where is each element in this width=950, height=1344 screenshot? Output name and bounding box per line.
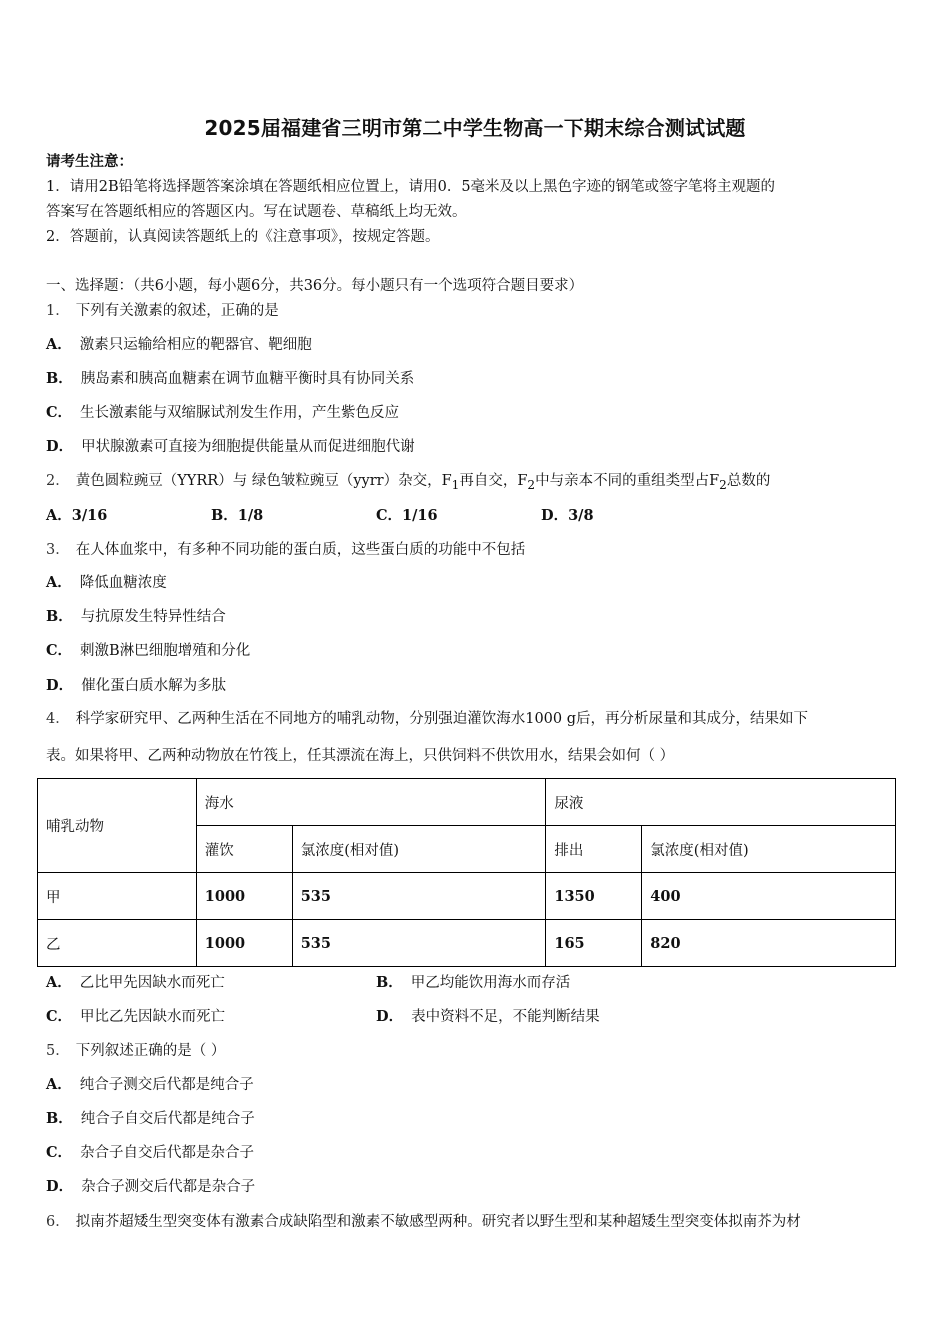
q5-option-b: B． 纯合子自交后代都是纯合子 [46,1110,255,1127]
question-number: 3． [46,542,70,558]
question-5: 5． 下列叙述正确的是（ ） [46,1043,226,1059]
q3-option-b: B． 与抗原发生特异性结合 [46,608,226,625]
q4-option-d: D． 表中资料不足，不能判断结果 [376,1008,600,1025]
q1-option-d: D． 甲状腺激素可直接为细胞提供能量从而促进细胞代谢 [46,438,415,455]
notice-heading: 请考生注意： [46,153,133,170]
table-row: 乙 1000 535 165 820 [38,920,896,967]
q5-option-d: D． 杂合子测交后代都是杂合子 [46,1178,256,1195]
q2-option-d: D．3/8 [541,507,594,524]
header-drink: 灌饮 [196,826,292,873]
question-4-line2: 表。如果将甲、乙两种动物放在竹筏上，任其漂流在海上，只供饲料不供饮用水，结果会如何（ ） [46,748,675,764]
notice-item1-line2: 答案写在答题纸相应的答题区内。写在试题卷、草稿纸上均无效。 [46,204,467,220]
q5-option-a: A． 纯合子测交后代都是纯合子 [46,1076,254,1093]
header-seawater: 海水 [196,779,546,826]
q1-option-b: B． 胰岛素和胰高血糖素在调节血糖平衡时具有协同关系 [46,370,415,387]
section-heading: 一、选择题：（共6小题，每小题6分，共36分。每小题只有一个选项符合题目要求） [46,278,584,294]
q2-option-c: C．1/16 [376,507,438,524]
q3-option-a: A． 降低血糖浓度 [46,574,167,591]
header-animal: 哺乳动物 [38,779,197,873]
question-number: 2． [46,473,70,489]
question-number: 5． [46,1043,70,1059]
q2-option-a: A．3/16 [46,507,108,524]
notice-item1-line1: 1．请用2B铅笔将选择题答案涂填在答题纸相应位置上，请用0．5毫米及以上黑色字迹的钢笔或签字笔将主观题的 [46,179,776,195]
q1-option-a: A． 激素只运输给相应的靶器官、靶细胞 [46,336,312,353]
question-3: 3． 在人体血浆中，有多种不同功能的蛋白质，这些蛋白质的功能中不包括 [46,542,526,558]
header-chloride-2: 氯浓度(相对值) [642,826,896,873]
q5-option-c: C． 杂合子自交后代都是杂合子 [46,1144,255,1161]
notice-item2: 2．答题前，认真阅读答题纸上的《注意事项》，按规定答题。 [46,229,440,245]
question-number: 4． [46,711,70,727]
question-4: 4． 科学家研究甲、乙两种生活在不同地方的哺乳动物，分别强迫灌饮海水1000 g后，再分析尿量和其成分，结果如下 [46,711,809,727]
q1-option-c: C． 生长激素能与双缩脲试剂发生作用，产生紫色反应 [46,404,400,421]
question-number: 1． [46,303,70,319]
q4-option-c: C． 甲比乙先因缺水而死亡 [46,1008,226,1025]
question-stem: 下列有关激素的叙述，正确的是 [75,303,279,319]
q2-option-b: B．1/8 [211,507,264,524]
table-header-row [38,779,896,826]
question-number: 6． [46,1214,70,1230]
page-title: 2025届福建省三明市第二中学生物高一下期末综合测试试题 [204,116,746,140]
table-row: 甲 1000 535 1350 400 [38,873,896,920]
question-6: 6． 拟南芥超矮生型突变体有激素合成缺陷型和激素不敏感型两种。研究者以野生型和某种超矮生型突变体拟南芥为材 [46,1214,801,1230]
question-1 [46,301,279,321]
question-2: 2． 黄色圆粒豌豆（YYRR）与 绿色皱粒豌豆（yyrr）杂交，$F_1$再自交，$F_2$中与亲本不同的重组类型占$F_2$总数的 [46,473,771,492]
header-excrete: 排出 [546,826,642,873]
data-table [37,778,896,967]
header-chloride-1: 氯浓度(相对值) [292,826,546,873]
q4-option-b: B． 甲乙均能饮用海水而存活 [376,974,571,991]
q3-option-d: D． 催化蛋白质水解为多肽 [46,677,227,694]
q3-option-c: C． 刺激B淋巴细胞增殖和分化 [46,642,251,659]
header-urine: 尿液 [546,779,896,826]
q4-option-a: A． 乙比甲先因缺水而死亡 [46,974,225,991]
